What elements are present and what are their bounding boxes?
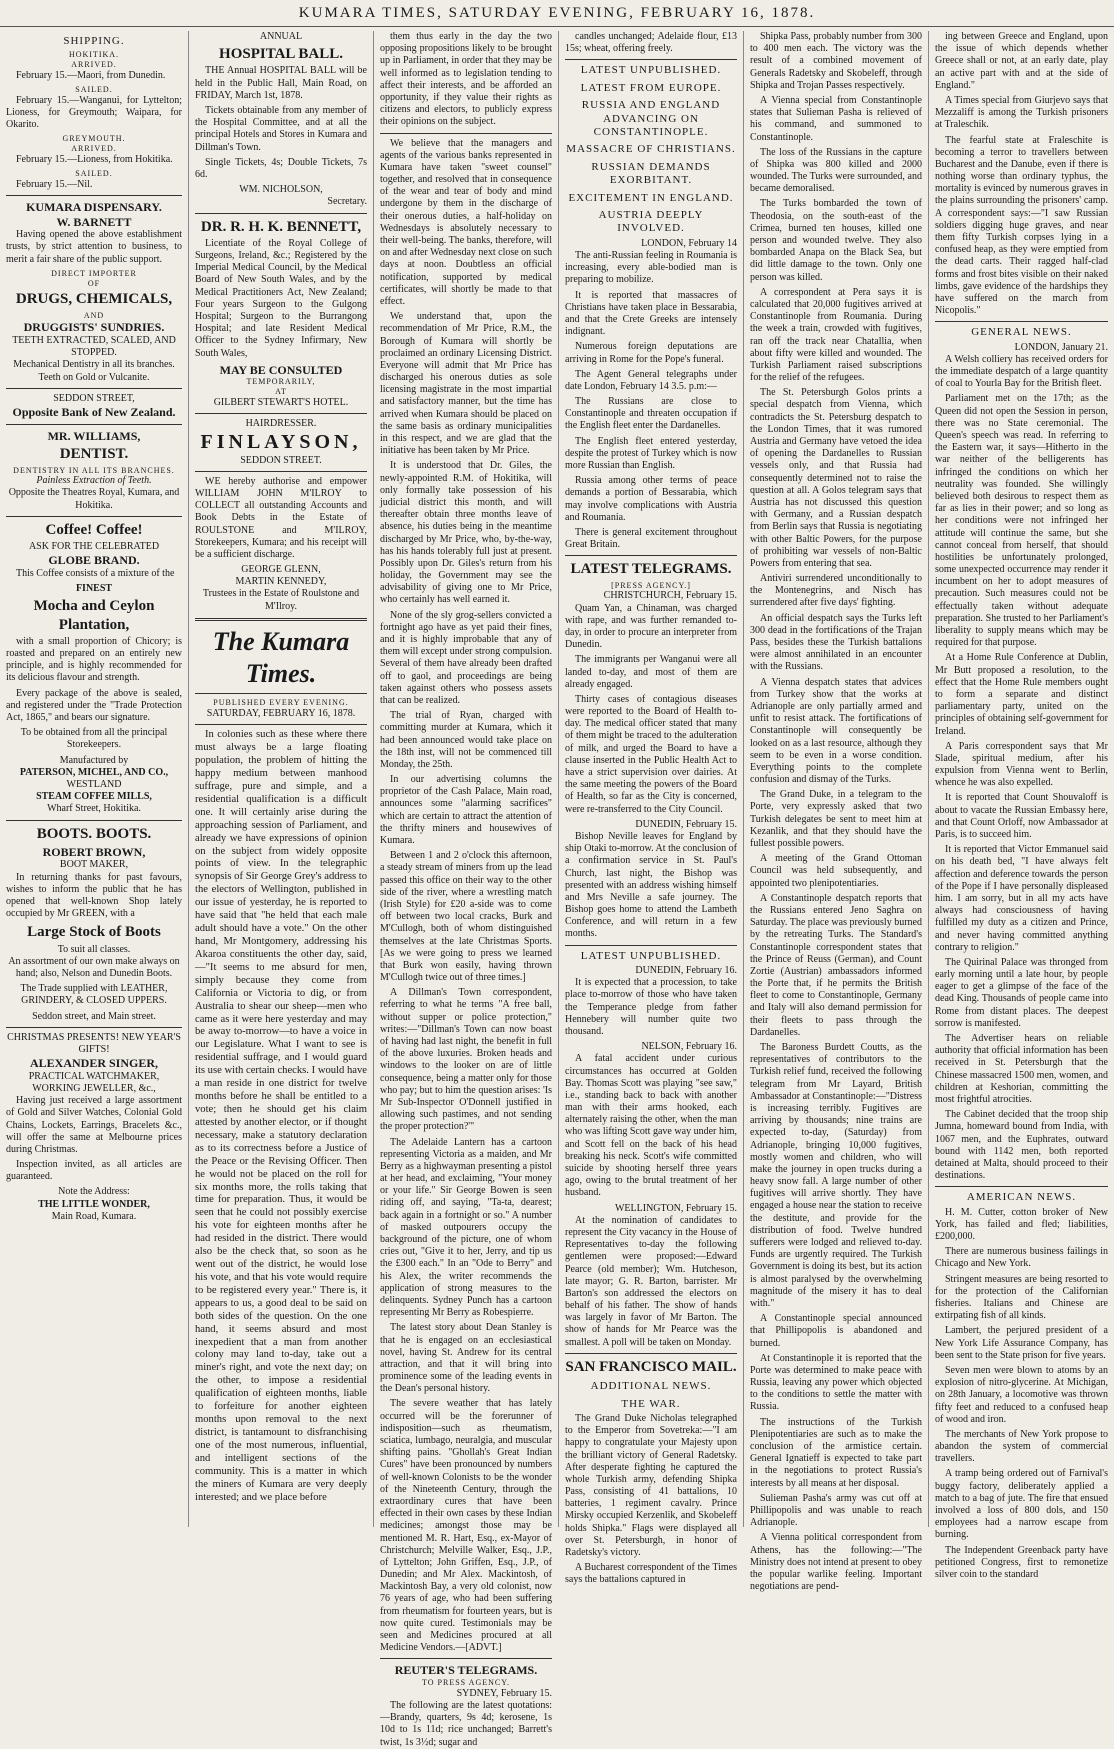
section-heading: LATEST UNPUBLISHED. xyxy=(580,64,722,77)
article-paragraph: Bishop Neville leaves for England by ship Otaki to-morrow. At the conclusion of a confirmation service in St. Paul's Church, last night, the Bishop was presented with an address wishing himself and Mrs Neville a safe journey. The Bishop goes home to attend the Lambeth Conference, and will return in a few months. xyxy=(565,830,737,940)
dentistry-branches: DENTISTRY IN ALL ITS BRANCHES. xyxy=(13,465,175,475)
shipping-heading: SHIPPING. xyxy=(63,35,125,47)
arrival-entry: February 15.—Lioness, from Hokitika. xyxy=(16,153,173,165)
reuters-heading: REUTER'S TELEGRAMS. xyxy=(394,1663,538,1678)
arrived-label: ARRIVED. xyxy=(71,144,117,154)
article-paragraph: A meeting of the Grand Ottoman Council was held subsequently, and appointed two plenipotentiaries. xyxy=(750,853,922,889)
divider xyxy=(935,321,1108,322)
section-heading: MASSACRE OF CHRISTIANS. xyxy=(566,143,736,156)
article-paragraph: It is understood that Dr. Giles, the newly-appointed R.M. of Hokitika, will only formally take possession of his judicial district this month, and will thereafter obtain three months leave of absence, his duties being in the meantime discharged by Mr Price, who, by-the-way, has his hands tolerably full just at present. Possibly upon Dr. Giles's return from his holiday, the Government may see the advisability of giving one to Mr Price, who certainly has well earned it. xyxy=(380,460,552,606)
article-paragraph: A Vienna political correspondent from Athens, has the following:—"The Ministry does not intend at present to obey the popular warlike feeling. Important negotiations are pend- xyxy=(750,1532,922,1593)
article-paragraph: The Russians are close to Constantinople and threaten occupation if the English fleet enter the Dardanelles. xyxy=(565,396,737,432)
mocha-heading: Mocha and Ceylon Plantation, xyxy=(33,598,155,633)
consulted-heading: MAY BE CONSULTED xyxy=(219,362,343,377)
obtained-text: To be obtained from all the principal Storekeepers. xyxy=(20,727,168,751)
article-paragraph: Sulieman Pasha's army was cut off at Phillipopolis and was unable to reach Adrianople. xyxy=(750,1492,922,1529)
article-paragraph: Stringent measures are being resorted to for the protection of the Californian fisheries. Italians and Chinese are extirpating fish of all kinds. xyxy=(935,1273,1108,1322)
at-label: AT xyxy=(275,387,287,397)
main-road: Main Road, Kumara. xyxy=(51,1210,137,1222)
divider xyxy=(6,388,182,389)
boots-heading: BOOTS. BOOTS. xyxy=(36,825,152,842)
article-paragraph: The Advertiser hears on reliable authority that official information has been received in St. Petersburgh that the Chinese massacred 1500 men, women, and children at Keshorian, committing the most frightful atrocities. xyxy=(935,1033,1108,1105)
bennett-name: DR. R. H. K. BENNETT, xyxy=(200,218,362,235)
article-paragraph: Parliament met on the 17th; as the Queen did not open the Session in person, there was no State ceremonial. The Queen's speech was read. In referring to the Eastern war, it says—Hitherto in the war neither of the belligerents has infringed the conditions on which her neutrality was founded. She willingly believed both desirous to respect them as far as lies in their power; and so long as her conditions were not infringed her attitude will continue the same, but she cannot conceal from herself, that should hostilities be unfortunately prolonged, some unexpected occurrence may render it incumbent on her to adopt measures of precaution. Such measures could not be effectually taken without adequate preparation. She trusted to her Parliament's liberality to supply means which may be required for that purpose. xyxy=(935,393,1108,649)
sf-mail-heading: SAN FRANCISCO MAIL. xyxy=(565,1358,737,1375)
article-paragraph: None of the sly grog-sellers convicted a fortnight ago have as yet paid their fines, and it is highly improbable that any of them will except under strong compulsion. Several of them have already been drafted off to gaol, and proceedings are being taken against others who possess assets that can be realized. xyxy=(380,609,552,706)
trustees-label: Trustees in the Estate of Roulstone and M'Ilroy. xyxy=(202,588,360,612)
article-paragraph: The Baroness Burdett Coutts, as the representatives of contributors to the Turkish relief fund, received the following telegram from Mr Layard, British Ambassador at Constantinople:—"Distress is increasing terribly. Fugitives are arriving by thousands; nine trains are expected to-day, (Saturday) from Adrianople, bringing 10,000 fugitives, mostly women and children, who will make the journey in open trucks during a heavy snow fall. A large number of other fugitives will arrive shortly. They have engaged a house near the station to receive the destitute, and provide for the distribution of food. Twelve hundred sufferers were lodged and relieved to-day. Funds are urgently required. The Turkish Government is doing its best, but its action is almost paralysed by the overwhelming magnitude of the misery it has to deal with." xyxy=(750,1042,922,1309)
trade-text: The Trade supplied with LEATHER, GRINDERY, & CLOSED UPPERS. xyxy=(20,983,168,1007)
drugs-heading: DRUGS, CHEMICALS, xyxy=(15,291,173,308)
article-paragraph: A tramp being ordered out of Farnival's buggy factory, deliberately applied a match to a bag of jute. The fire that ensued involved a loss of 800 dols, and 150 employees had a narrow escape from burning. xyxy=(935,1468,1108,1541)
press-agency-label: TO PRESS AGENCY. xyxy=(422,1678,510,1687)
dateline: CHRISTCHURCH, February 15. xyxy=(603,590,737,602)
section-heading: AUSTRIA DEEPLY INVOLVED. xyxy=(598,209,704,235)
brown-text: In returning thanks for past favours, wishes to inform the public that he has opened that well-known Shop lately occupied by Mr GREEN, with a xyxy=(6,871,182,920)
article-paragraph: The merchants of New York propose to abandon the system of commercial travellers. xyxy=(935,1428,1108,1465)
article-paragraph: A Times special from Giurjevo says that Mezzaliff is among the Turkish prisoners at Traleschik. xyxy=(935,94,1108,131)
of-label: OF xyxy=(87,278,101,288)
and-label: AND xyxy=(83,310,105,320)
large-stock: Large Stock of Boots xyxy=(27,924,161,941)
section-heading: GENERAL NEWS. xyxy=(971,326,1072,339)
singer-name: ALEXANDER SINGER, xyxy=(29,1056,159,1071)
column-1-advertisements xyxy=(0,31,188,1527)
article-paragraph: The instructions of the Turkish Plenipotentiaries are such as to make the conclusion of the armistice certain. General Ignatieff is expected to take part in the negotiations to protect Russia's interests by all means at her disposal. xyxy=(750,1416,922,1489)
dentistry-text: Mechanical Dentistry in all its branches. Teeth on Gold or Vulcanite. xyxy=(13,359,175,383)
article-paragraph: candles unchanged; Adelaide flour, £13 15s; wheat, offering freely. xyxy=(565,31,737,55)
article-paragraph: The Turks bombarded the town of Theodosia, on the south-east of the Crimea, burned ten houses, killed one person and wounded twelve. They also bombarded Anapa on the Black Sea, but did little damage to the town. Only one person was killed. xyxy=(750,198,922,283)
manufactured-by: Manufactured by xyxy=(59,754,129,766)
annual-label: ANNUAL xyxy=(259,31,303,42)
article-paragraph: The anti-Russian feeling in Roumania is increasing, every able-bodied man is preparing to mobilize. xyxy=(565,250,737,286)
painless-extraction: Painless Extraction of Teeth. xyxy=(36,475,152,487)
article-paragraph: It is reported that Victor Emmanuel said on his death bed, "I have always felt affection and deference towards the person of the Pope if I have personally displeased him. I am sorry, but in all my acts have always had consciousness of having fulfilled my duty as a citizen and Prince, and never having committed anything contrary to religion." xyxy=(935,844,1108,953)
article-paragraph: Shipka Pass, probably number from 300 to 400 men each. The victory was the result of a combined movement of Generals Radetsky and Skobeleff, through Shipka and Trojan Passes respectively. xyxy=(750,31,922,91)
secretary-label: Secretary. xyxy=(327,196,367,208)
hairdresser-label: HAIRDRESSER. xyxy=(245,418,317,430)
teeth-heading: TEETH EXTRACTED, SCALED, AND STOPPED. xyxy=(12,335,176,359)
article-paragraph: We believe that the managers and agents of the various banks represented in Kumara have taken "sweet counsel" together, and resolved that in consequence of the wear and tear of body and mind undergone by them in the discharge of their onerous duties, a half-holiday on Wednesdays is absolutely necessary to their well-being. The banks, therefore, will on and after Wednesday next close on such days at noon. Doubtless an official notification, supported by medical certificates, will shortly be made to that effect. xyxy=(380,137,553,307)
dateline: NELSON, February 16. xyxy=(641,1041,737,1053)
bootmaker-label: BOOT MAKER, xyxy=(59,859,129,871)
divider xyxy=(565,945,737,946)
article-paragraph: A Dillman's Town correspondent, referring to what he terms "A free ball, without supper or police protection," writes:—"Dillman's Town can now boast of having had last night, the benefit in full of the above luxuries. Broken heads and windows to the looker on are of little consequence, being a matter only for those who pay; but to him the question arises: 'Is Mr Sub-Inspector O'Donnell justified in allowing such pastimes, and not sending the proper protection?'" xyxy=(380,987,552,1133)
glenn-name: GEORGE GLENN, xyxy=(241,564,321,576)
dateline: LONDON, February 14 xyxy=(641,237,737,249)
dateline: DUNEDIN, February 15. xyxy=(635,818,737,830)
divider xyxy=(195,413,367,414)
article-paragraph: The immigrants per Wanganui were all landed to-day, and most of them are already engaged. xyxy=(565,654,737,690)
article-paragraph: ing between Greece and England, upon the issue of which depends whether Greece shall or not, at an early date, play an active part with and at the side of England." xyxy=(935,31,1108,91)
article-paragraph: At Constantinople it is reported that the Porte was determined to make peace with Russia, leaving any power which objected to the conditions to settle the matter with Russia. xyxy=(750,1352,922,1413)
article-paragraph: them thus early in the day the two opposing propositions likely to be brought up in Parliament, in order that they may be well informed as to legislation tending to affect their interests, and be afforded an opportunity, if they value their rights as citizens and electors, to publicly express their opinions on the subject. xyxy=(380,31,552,128)
editorial-text: In colonies such as these where there must always be a large floating population, the problem of hitting the happy medium between manhood suffrage, pure and simple, and a residential qualification is a difficult one. It will certainly arise during the approaching session of Parliament, and already we have expressions of opinion on the subject from widely opposite points of view. In the telegraphic synopsis of Sir George Grey's address to the electors of Wellington, published in our issue of yesterday, he is reported to have said that "he held that each male adult should have a vote." On the other hand, Mr Montgomery, addressing his Akaroa constituents the other day, said,—"It seems to me absurd for men, simply because they come from California or Victoria to dig, or from Australia to shear our sheep—men who came as it were here yesterday and may be away to-morrow—to have a voice in our Legislature. What I want to see is residential suffrage, and I would guard its use with certain checks. I would have a man reside in one district for twelve months before he shall be entitled to a vote; then he should get his claim attested by another elector, or if thought necessary, make a statutory declaration as to its correctness before a Justice of the Peace or the Revising Officer. Then he would not be placed on the roll for six months more, the rolls taking that time for preparation. Thus, it would be seen that he could not possibly exercise his vote for eighteen months after he had resided in the district. There would also be the check that, so soon as he went out of the district, he would lose his vote, and that his vote would require to be registered every year." There is, it appears to us, a good deal to be said on both sides of the question. On the one hand, it seems absurd and most inexpedient that a man from another colony may land to-day, take out a miner's right, and vote the next day; on the other, to impose a residential qualification of eighteen months, liable to forfeiture for another eighteen months upon removal to the next district, is tantamount to disfranchising one of the most numerous, influential, and intelligent sections of the community. This is a matter in which the miners of Kumara are very deeply interested; and we place before xyxy=(195,729,367,1503)
article-paragraph: It is reported that Count Shouvaloff is about to vacate the Russian Embassy here, and that Count Orloff, now Ambassador at Paris, is to succeed him. xyxy=(935,792,1108,841)
issue-date: SATURDAY, FEBRUARY 16, 1878. xyxy=(206,708,356,720)
section-heading: LATEST FROM EUROPE. xyxy=(580,81,722,94)
dateline: WELLINGTON, February 15. xyxy=(614,1202,737,1214)
article-paragraph: Thirty cases of contagious diseases were reported to the Board of Health to-day. The medical officer stated that many of them might be traced to the adulteration of milk, and urged the Board to have a clause inserted in the Public Health Act to have a strict supervision over dairies. At the same meeting the powers of the Board of Health, so far as the City is concerned, were re-transferred to the City Council. xyxy=(565,693,737,815)
suit-classes: To suit all classes. xyxy=(57,943,131,955)
divider xyxy=(565,59,737,60)
article-paragraph: A Vienna despatch states that advices from Turkey show that the works at Adrianople are only partially armed and unfit to resist attack. The fortifications of Constantinople will consequently be looked on as a last resource, although they seem to be even in a worse condition. Everything points to the complete confusion and dismay of the Turks. xyxy=(750,676,922,786)
arrival-entry: February 15.—Maori, from Dunedin. xyxy=(16,69,166,81)
article-paragraph: Seven men were blown to atoms by an explosion of nitro-glycerine. At Michigan, on 28th January, a locomotive was thrown fifty feet and reduced to a confused heap of wood and iron. xyxy=(935,1364,1108,1425)
wharf-street: Wharf Street, Hokitika. xyxy=(47,803,141,815)
divider xyxy=(380,133,552,134)
dateline: SYDNEY, February 15. xyxy=(456,1687,552,1699)
article-paragraph: A Constantinople special announced that Phillipopolis is abandoned and burned. xyxy=(750,1313,922,1349)
article-paragraph: It is expected that a procession, to take place to-morrow of those who have taken the Temperance pledge from father Hennebery will number quite two thousand. xyxy=(565,977,737,1037)
watchmaker-label: PRACTICAL WATCHMAKER, xyxy=(28,1070,160,1082)
dateline: DUNEDIN, February 16. xyxy=(635,965,737,977)
williams-name: MR. WILLIAMS, xyxy=(47,428,141,443)
divider xyxy=(195,724,367,725)
article-paragraph: Antiviri surrendered unconditionally to the Montenegrins, and Nisch has surrendered after five days' fighting. xyxy=(750,573,922,609)
kennedy-name: MARTIN KENNEDY, xyxy=(235,576,327,588)
temporarily-label: TEMPORARILY, xyxy=(246,377,316,387)
christmas-heading: CHRISTMAS PRESENTS! NEW YEAR'S GIFTS! xyxy=(7,1031,181,1055)
divider xyxy=(565,555,737,556)
tickets-text: Tickets obtainable from any member of the Hospital Committee, and at all the principal Hotels and Stores in Kumara and Dillman's Town. xyxy=(195,105,367,153)
section-heading: AMERICAN NEWS. xyxy=(966,1191,1077,1204)
ask-for: ASK FOR THE CELEBRATED xyxy=(28,541,160,553)
article-paragraph: It is reported that massacres of Christians have taken place in Bessarabia, and that the Crete Greeks are intensely indignant. xyxy=(565,289,737,338)
press-agency-label: [PRESS AGENCY.] xyxy=(611,580,691,590)
article-paragraph: An official despatch says the Turks left 300 dead in the fortifications of the Trajan Pass, besides these the Turkish battalions were almost annihilated in an encounter with the Russians. xyxy=(750,612,922,673)
opposite-bank: Opposite Bank of New Zealand. xyxy=(12,404,176,419)
hotel-name: GILBERT STEWART'S HOTEL. xyxy=(213,396,349,408)
article-paragraph: The Cabinet decided that the troop ship Jumna, homeward bound from India, with 1067 men, and the Euphrates, outward bound with 1142 men, both reported detained at Malta, should proceed to their destinations. xyxy=(935,1109,1108,1182)
article-paragraph: At the nomination of candidates to represent the City vacancy in the House of Representatives to-day the following gentlemen were proposed:—Edward Pearce (old member); Wm. Hutcheson, late mayor; G. R. Barton, barrister. Mr Barton's son addressed the electors on behalf of his father. The show of hands was largely in favor of Mr Barton. The show of hands for Mr Pearce was the smallest. A poll will be taken on Monday. xyxy=(565,1214,737,1348)
column-2 xyxy=(188,31,373,1527)
article-paragraph: The Quirinal Palace was thronged from early morning until a late hour, by people eager to get a glimpse of the face of the dead King. Thousands of people came into Rome from distant places. The deepest sorrow is manifested. xyxy=(935,956,1108,1029)
barnett-name: W. BARNETT xyxy=(56,214,132,229)
divider xyxy=(6,195,182,196)
sailed-label: SAILED. xyxy=(75,169,113,179)
article-paragraph: Between 1 and 2 o'clock this afternoon, a steady stream of miners from up the lead passed this office on their way to the other side of the river, where a wrestling match (Irish Style) for £20 a-side was to come off between two local cracks, Burk and M'Cullogh, both of whom distinguished themselves at the late Christmas Sports. [As we were going to press we learned that Burk won easily, having thrown M'Cullogh twice out of three times.] xyxy=(380,850,552,984)
divider xyxy=(6,424,182,425)
article-paragraph: A correspondent at Pera says it is calculated that 20,000 fugitives arrived at Constantinople from Roumania. During the week a train, crowded with fugitives, ran off the track near Chatallia, when about fifty were killed and wounded. The Turkish Parliament raised subscriptions for the relief of the refugees. xyxy=(750,286,922,384)
globe-brand: GLOBE BRAND. xyxy=(48,553,140,568)
article-paragraph: Numerous foreign deputations are arriving in Rome for the Pope's funeral. xyxy=(565,341,737,365)
section-heading: EXCITEMENT IN ENGLAND. xyxy=(568,191,734,204)
chicory-text: with a small proportion of Chicory; is roasted and prepared on an entirely new principle, and is highly recommended for its delicious flavour and strength. xyxy=(6,635,182,684)
article-paragraph: We understand that, upon the recommendation of Mr Price, R.M., the Borough of Kumara will shortly be proclaimed an ordinary Licensing District. Everyone will admit that Mr Price has discharged his onerous duties as sole licensing magistrate in the most impartial and satisfactory manner, but the time has arrived when Kumara should be placed on the same basis as ordinary municipalities in this respect, and we are glad that the initiative has been taken by Mr Price. xyxy=(380,311,552,457)
masthead: KUMARA TIMES, SATURDAY EVENING, FEBRUARY 16, 1878. xyxy=(0,0,1114,27)
seddon-street: SEDDON STREET, xyxy=(53,392,135,404)
section-heading: RUSSIAN DEMANDS EXORBITANT. xyxy=(591,160,711,187)
arrived-label: ARRIVED. xyxy=(71,60,117,70)
assortment-text: An assortment of our own make always on hand; also, Nelson and Dunedin Boots. xyxy=(8,955,180,980)
little-wonder: THE LITTLE WONDER, xyxy=(38,1198,150,1210)
note-address: Note the Address: xyxy=(58,1186,130,1198)
boots-address: Seddon street, and Main street. xyxy=(32,1010,156,1022)
finlayson-name: FINLAYSON, xyxy=(200,431,362,454)
column-5 xyxy=(743,31,928,1593)
article-paragraph: The St. Petersburgh Golos prints a special despatch from Vienna, which contradicts the St. Petersburg despatch to the London Times, that it was rumored Austria and Germany have vetoed the idea of opening the Dardanelles to Russian vessels only, and that Russia had consequently determined not to raise the question at all. A Golos telegram says that Austria has not discussed this question with Germany, and a Russian despatch from Berlin says that Russia is negotiating with other Baltic Powers, for the purpose of prohibiting war vessels of non-Baltic Powers from entering that sea. xyxy=(750,387,922,569)
divider xyxy=(935,1186,1108,1187)
article-paragraph: The trial of Ryan, charged with committing murder at Kumara, which it had been announced would take place on the 18th inst, will not be commenced till Monday, the 25th. xyxy=(380,710,552,770)
article-paragraph: Lambert, the perjured president of a New York Life Assurance Company, has been sent to the State prison for five years. xyxy=(935,1325,1108,1361)
section-heading: THE WAR. xyxy=(621,1397,681,1410)
article-paragraph: The following are the latest quotations:—Brandy, quarters, 9s 4d; kerosene, 1s 10d to 1s 11d; rice unchanged; Barrett's twist, 1s 3½d; sugar and xyxy=(380,1699,552,1748)
article-paragraph: There is general excitement throughout Great Britain. xyxy=(565,526,737,551)
article-paragraph: A Welsh colliery has received orders for the immediate despatch of a large quantity of coal to Yourla Bay for the British fleet. xyxy=(935,353,1108,390)
article-paragraph: A Paris correspondent says that Mr Slade, spiritual medium, after his expulsion from Vienna went to Berlin, whence he was also expelled. xyxy=(935,740,1108,789)
article-paragraph: Russia among other terms of peace demands a portion of Bessarabia, which may involve complications with Austria and Roumania. xyxy=(565,475,737,523)
divider xyxy=(6,516,182,517)
dateline: LONDON, January 21. xyxy=(1014,341,1108,353)
divider xyxy=(6,1027,182,1028)
jeweller-label: WORKING JEWELLER, &c., xyxy=(32,1082,156,1094)
singer-text: Having just received a large assortment of Gold and Silver Watches, Colonial Gold Chains, Lockets, Earrings, Bracelets &c., will offer the same at Melbourne prices during Christmas. xyxy=(6,1095,182,1155)
column-3 xyxy=(373,31,558,1748)
article-paragraph: A Vienna special from Constantinople states that Sulieman Pasha is relieved of his command, and summoned to Constantinople. xyxy=(750,94,922,143)
column-4 xyxy=(558,31,743,1586)
article-paragraph: A Bucharest correspondent of the Times says the battalions captured in xyxy=(565,1562,737,1586)
single-tickets: Single Tickets, 4s; Double Tickets, 7s 6d. xyxy=(195,156,367,180)
sailing-entry: February 15.—Wanganui, for Lyttelton; Lioness, for Greymouth; Waipara, for Okarito. xyxy=(6,94,182,131)
column-6 xyxy=(928,31,1114,1580)
article-paragraph: The Grand Duke Nicholas telegraphed to the Emperor from Sovetreka:—"I am happy to congratulate your Majesty upon the brilliant victory of General Radetsky. After desperate fighting he captured the whole Turkish army, defending Shipka Pass, consisting of 41 battalions, 10 batteries, 1 regiment cavalry. Prince Mirsky occupied Kerzenlik, and Skobeleff holds Shipka." Flags were displayed all over St. Petersburgh, in honor of Radetsky's victory. xyxy=(565,1412,737,1559)
article-paragraph: A Constantinople despatch reports that the Russians entered Jeno Saghra on Saturday. The place was previously burned by the retreating Turks. The Standard's Constantinople correspondent states that the Prince of Reuss (German), and Count Zortie (Austrian) ambassadors informed the Porte that, if he permits the British fleet to come to Constantinople, Germany and Italy will also demand permission for their fleets to pass through the Dardanelles. xyxy=(750,892,922,1038)
section-heading: RUSSIA AND ENGLAND ADVANCING ON CONSTANTINOPLE. xyxy=(581,99,721,138)
divider xyxy=(195,471,367,472)
divider xyxy=(195,618,367,621)
latest-telegrams-heading: LATEST TELEGRAMS. xyxy=(570,561,732,578)
greymouth-heading: GREYMOUTH. xyxy=(62,134,126,144)
package-text: Every package of the above is sealed, and registered under the "Trade Protection Act, 1865," and bears our signature. xyxy=(6,687,182,724)
article-paragraph: The Independent Greenback party have petitioned Congress, first to remonetize silver coin to the standard xyxy=(935,1544,1108,1580)
published-label: PUBLISHED EVERY EVENING. xyxy=(213,698,349,708)
section-heading: LATEST UNPUBLISHED. xyxy=(580,949,722,962)
seddon-street: SEDDON STREET. xyxy=(240,454,322,466)
ball-text: THE Annual HOSPITAL BALL will be held in the Public Hall, Main Road, on FRIDAY, March 1st, 1878. xyxy=(195,65,367,101)
sailed-label: SAILED. xyxy=(75,85,113,95)
article-paragraph: The latest story about Dean Stanley is that he is engaged on an ecclesiastical novel, having St. Andrew for its central attraction, and that it will bring into prominence some of the leading events in the Dean's personal history. xyxy=(380,1322,552,1395)
hospital-ball-heading: HOSPITAL BALL. xyxy=(219,46,343,63)
article-paragraph: A fatal accident under curious circumstances has occurred at Golden Bay. Thomas Scott was playing "see saw," i.e., standing back to back with another man with their arms hooked, each alternately raising the other, when the man who was lifting Scott gave way under him, and Scott fell on the back of his head breaking his neck. Scott's wife committed suicide by shooting herself three years ago, owing to the brutal treatment of her husband. xyxy=(565,1053,737,1199)
article-paragraph: There are numerous business failings in Chicago and New York. xyxy=(935,1246,1108,1270)
article-paragraph: In our advertising columns the proprietor of the Cash Palace, Main road, announces some "alarming sacrifices" which are certain to attract the attention of the thrifty miners and housewives of Kumara. xyxy=(380,774,552,846)
article-paragraph: The fearful state at Fraleschite is becoming a terror to travellers between Bucharest and the Danube, even if there is nothing worse than ordinary typhus, the mortality is evinced by numerous graves in the plains surrounding the prisoners' camp. A correspondent says:—"I saw Russian soldiers digging huge graves, and near them fifty Turkish corpses lying in a confused heap, as they were emptied from the dead carts. Their ragged half-clad forms and frost bites visible on their naked limbs, gave evidence of the hardships they have suffered on the march from Nicopolis." xyxy=(935,134,1108,317)
hokitika-heading: HOKITIKA. xyxy=(68,50,120,60)
article-paragraph: The Grand Duke, in a telegram to the Porte, very expressly asked that two Turkish delegates be sent to meet him at Kezanlik, and that they should have the fullest possible powers. xyxy=(750,789,922,849)
barnett-text: Having opened the above establishment trusts, by strict attention to business, to merit a fair share of the public support. xyxy=(6,229,182,265)
divider xyxy=(6,820,182,821)
coffee-heading: Coffee! Coffee! xyxy=(45,521,143,538)
authorise-text: WE hereby authorise and empower WILLIAM JOHN M'ILROY to COLLECT all outstanding Accounts and Book Debts in the Estate of ROULSTONE and M'ILROY, Storekeepers, Kumara; and his receipt will be a sufficient discharge. xyxy=(195,475,367,560)
article-paragraph: The loss of the Russians in the capture of Shipka was 800 killed and 2000 wounded. The Turks were surrounded, and became demoralised. xyxy=(750,146,922,195)
coffee-text: This Coffee consists of a mixture of the xyxy=(16,567,175,579)
brown-name: ROBERT BROWN, xyxy=(42,844,146,859)
divider xyxy=(380,1658,552,1659)
theatre-address: Opposite the Theatres Royal, Kumara, and Hokitika. xyxy=(8,487,180,511)
druggists-heading: DRUGGISTS' SUNDRIES. xyxy=(23,320,165,335)
coffee-mills: STEAM COFFEE MILLS, xyxy=(36,791,152,803)
article-paragraph: At a Home Rule Conference at Dublin, Mr Butt proposed a resolution, to the effect that the Home Rule members ought to form a separate and distinct parliamentary party, united on the principles of obtaining self-government for Ireland. xyxy=(935,652,1108,737)
dispensary-heading: KUMARA DISPENSARY. xyxy=(26,200,162,215)
direct-importer: DIRECT IMPORTER xyxy=(51,268,137,278)
article-paragraph: Quam Yan, a Chinaman, was charged with rape, and was further remanded to-day, in order to procure an interpreter from Dunedin. xyxy=(565,602,737,651)
finest-label: FINEST xyxy=(75,583,113,595)
paterson-name: PATERSON, MICHEL, AND CO., xyxy=(19,766,169,778)
dentist-heading: DENTIST. xyxy=(59,446,129,463)
columns xyxy=(0,27,1114,1748)
section-heading: ADDITIONAL NEWS. xyxy=(590,1380,712,1393)
article-paragraph: The Agent General telegraphs under date London, February 14 3.5. p.m:— xyxy=(565,368,737,392)
article-paragraph: The English fleet entered yesterday, despite the protest of Turkey which is now more Russian than English. xyxy=(565,435,737,472)
newspaper-title: The Kumara Times. xyxy=(212,626,350,688)
article-paragraph: The Adelaide Lantern has a cartoon representing Victoria as a maiden, and Mr Berry as a highwayman presenting a pistol at her head, and exclaiming, "Your money or your life." Sir George Bowen is seen riding off, and saying, "Ta-ta, dearest; back again in a fortnight or so." A number of masked outpourers occupy the background of the picture, one of whom cries out, "Give it to her, Jerry, and tip us the £300 each." In an "Ode to Berry" and his Alex, the writer recommends the application of strong measures to the delinquents. Sydney Punch has a cartoon representing Mr Berry as Robespierre. xyxy=(380,1136,552,1319)
bennett-text: Licentiate of the Royal College of Surgeons, Ireland, &c.; Registered by the Imperial Medical Council, by the Medical Board of New South Wales, and by the Medical Practitioners Act, New Zealand; Four years Surgeon to the Gulgong Hospital; Surgeon to the Burrangong Hospital; and late Resident Medical Officer to the Sydney Infirmary, New South Wales, xyxy=(195,237,367,359)
divider xyxy=(195,693,367,694)
article-paragraph: The severe weather that has lately occurred will be the forerunner of indisposition—such as rheumatism, sciatica, lumbago, neuralgia, and muscular shifting pains. "Ghollah's Great Indian Cures" have been pronounced by numbers of well-known Colonists to be the wonder of the Nineteenth Century, through the extraordinary cures that have been effected in their own cases by these Indian medicines; amongst those may be mentioned M. R. Hart, Esq., ex-Mayor of Christchurch; Melville Walker, Esq., J.P., of Lyttelton; John Griffen, Esq., J.P., of Dunedin; and Mr Alex. Mackintosh, of Mackintosh Bay, a very old colonist, now 76 years of age, who had been suffering from rheumatism for fourteen years, but is now quite cured. Testimonials may be seen and Medicines procured at all Medicine Vendors.—[ADVT.] xyxy=(380,1398,552,1654)
nicholson-name: WM. NICHOLSON, xyxy=(239,184,323,196)
article-paragraph: H. M. Cutter, cotton broker of New York, has failed and fled; liabilities, £200,000. xyxy=(935,1206,1108,1243)
divider xyxy=(195,213,367,214)
sailing-entry: February 15.—Nil. xyxy=(16,178,93,190)
westland-label: WESTLAND xyxy=(66,778,122,790)
divider xyxy=(565,1353,737,1354)
inspection-text: Inspection invited, as all articles are guaranteed. xyxy=(6,1159,182,1183)
